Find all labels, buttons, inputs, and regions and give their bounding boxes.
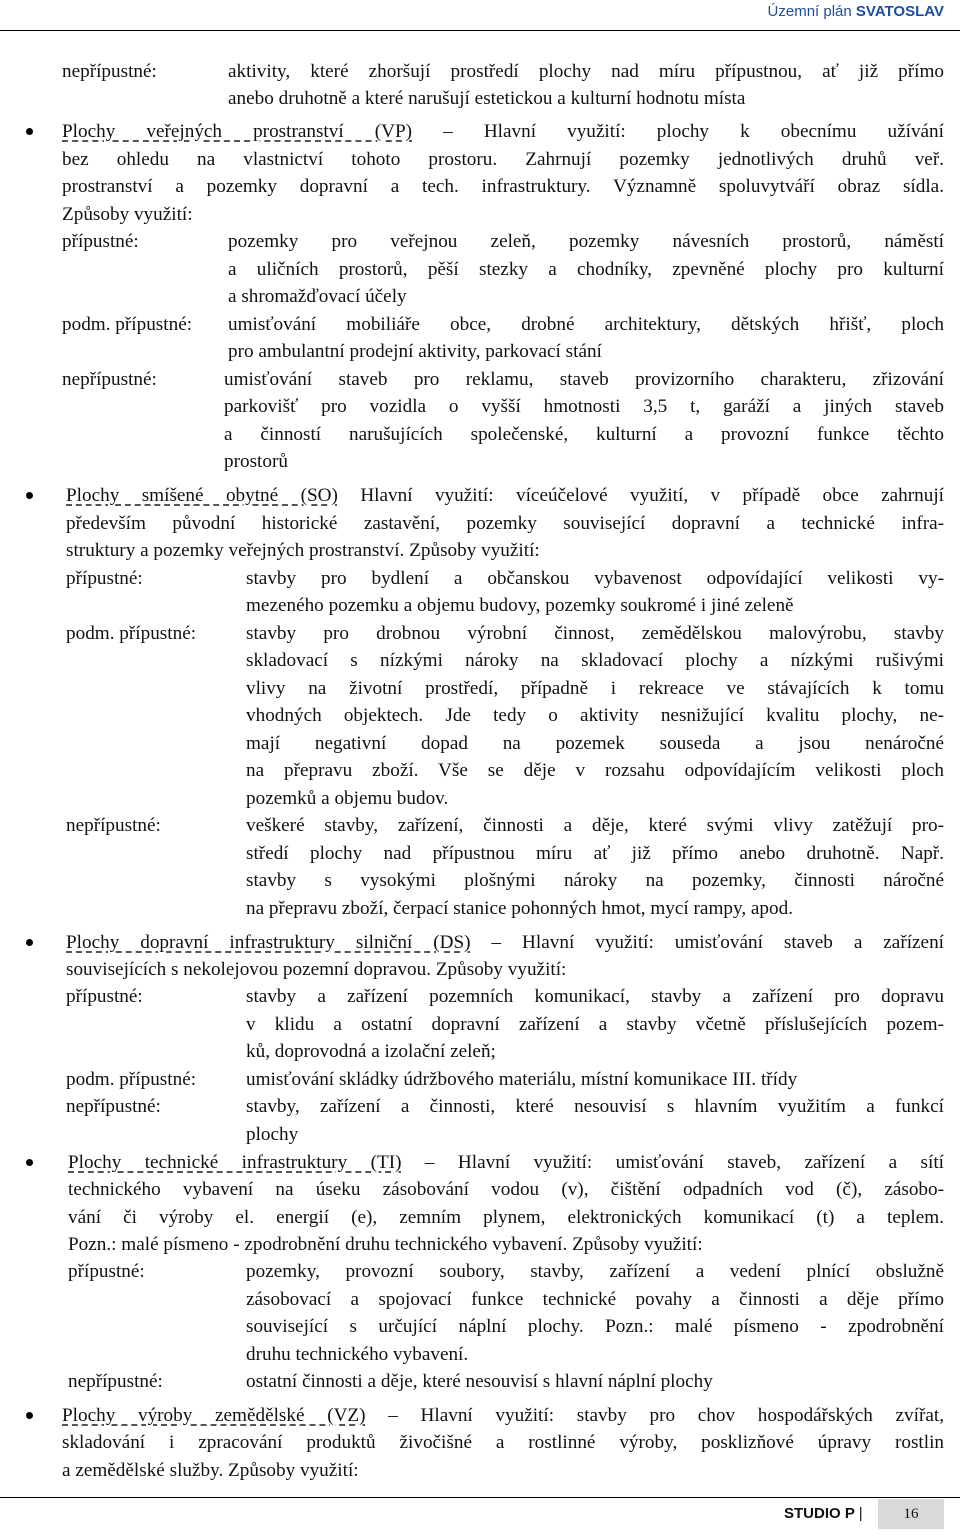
section-vz-heading: Plochy výroby zemědělské (VZ) – Hlavní využití: stavby pro chov hospodářských zvířat, — [62, 1405, 944, 1426]
text-line: stavby s vysokými plošnými nároky na pozemky, činnosti náročné — [246, 870, 944, 891]
text-line: plochy — [246, 1124, 299, 1145]
text-line: Pozn.: malé písmeno - zpodrobnění druhu technického vybavení. Způsoby využití: — [68, 1234, 703, 1255]
text-line: souvisejících s nekolejovou pozemní dopravou. Způsoby využití: — [66, 959, 567, 980]
text-line: stavby pro drobnou výrobní činnost, zemědělskou malovýrobu, stavby — [246, 623, 944, 644]
text-line: ků, doprovodná a izolační zeleň; — [246, 1041, 496, 1062]
section-so-heading: Plochy smíšené obytné (SO) Hlavní využití: víceúčelové využití, v případě obce zahrnují — [66, 485, 944, 506]
header-prefix: Územní plán — [767, 3, 852, 20]
text-line: mají negativní dopad na pozemek souseda a jsou nenáročné — [246, 733, 944, 754]
footer-studio: STUDIO P | — [784, 1505, 863, 1522]
bullet-icon — [26, 1159, 33, 1166]
text-line: umisťování staveb pro reklamu, staveb provizorního charakteru, zřizování — [224, 369, 944, 390]
label-podm-pripustne: podm. přípustné: — [66, 1069, 197, 1090]
text-line: aktivity, které zhoršují prostředí plochy nad míru přípustnou, ať již přímo — [228, 61, 944, 82]
text-line: technického vybavení na úseku zásobování vodou (v), čištění odpadních vod (č), zásobo- — [68, 1179, 944, 1200]
text-line: a činností narušujících společenské, kulturní a provozní funkce těchto — [224, 424, 944, 445]
section-vp-heading: Plochy veřejných prostranství (VP) – Hlavní využití: plochy k obecnímu užívání — [62, 121, 944, 142]
label-pripustne: přípustné: — [66, 986, 143, 1007]
text-line: pozemky, provozní soubory, stavby, zařízení a vedení plnící obslužně — [246, 1261, 944, 1282]
running-header — [768, 3, 944, 20]
section-title: Plochy veřejných prostranství (VP) — [62, 121, 413, 142]
text-line: stavby pro bydlení a občanskou vybavenost odpovídající velikosti vy- — [246, 568, 944, 589]
text-line: stavby, zařízení a činnosti, které nesouvisí s hlavním využitím a funkcí — [246, 1096, 944, 1117]
text-line: ostatní činnosti a děje, které nesouvisí s hlavní náplní plochy — [246, 1371, 713, 1392]
text-line: prostorů — [224, 451, 288, 472]
label-nepripustne: nepřípustné: — [62, 369, 157, 390]
section-ti-heading: Plochy technické infrastruktury (TI) – Hlavní využití: umisťování staveb, zařízení a sítí — [68, 1152, 944, 1173]
bullet-icon — [26, 492, 33, 499]
header-rule — [0, 30, 960, 31]
section-title: Plochy dopravní infrastruktury silniční (DS) — [66, 932, 471, 953]
section-title: Plochy výroby zemědělské (VZ) — [62, 1405, 366, 1426]
section-ds-heading: Plochy dopravní infrastruktury silniční (DS) – Hlavní využití: umisťování staveb a zařízení — [66, 932, 944, 953]
text-line: středí plochy nad přípustnou míru ať již přímo anebo druhotně. Např. — [246, 843, 944, 864]
text-line: na přepravu zboží, čerpací stanice pohonných hmot, mycí rampy, apod. — [246, 898, 794, 919]
text-line: a zemědělské služby. Způsoby využití: — [62, 1460, 359, 1481]
text-line: na přepravu zboží. Vše se děje v rozsahu odpovídajícím velikosti ploch — [246, 760, 944, 781]
text-line: umisťování mobiliáře obce, drobné architektury, dětských hřišť, ploch — [228, 314, 944, 335]
text-line: především původní historické zastavění, pozemky související dopravní a technické infra- — [66, 513, 944, 534]
footer-rule — [0, 1497, 960, 1498]
text-line: pozemků a objemu budov. — [246, 788, 449, 809]
text-line: parkovišť pro vozidla o vyšší hmotnosti 3,5 t, garáží a jiných staveb — [224, 396, 944, 417]
page-number: 16 — [878, 1499, 944, 1529]
label-pripustne: přípustné: — [68, 1261, 145, 1282]
text-line: pro ambulantní prodejní aktivity, parkovací stání — [228, 341, 602, 362]
text-line: struktury a pozemky veřejných prostranství. Způsoby využití: — [66, 540, 540, 561]
text-line: a shromažďovací účely — [228, 286, 407, 307]
label-nepripustne: nepřípustné: — [66, 1096, 161, 1117]
text-line: stavby a zařízení pozemních komunikací, stavby a zařízení pro dopravu — [246, 986, 944, 1007]
label-podm-pripustne: podm. přípustné: — [66, 623, 197, 644]
text-line: pozemky pro veřejnou zeleň, pozemky návesních prostorů, náměstí — [228, 231, 944, 252]
bullet-icon — [26, 939, 33, 946]
bullet-icon — [26, 1412, 33, 1419]
text-line: skladování i zpracování produktů živočišné a rostlinné výroby, posklizňové úpravy rostlin — [62, 1432, 944, 1453]
text-line: mezeného pozemku a objemu budovy, pozemky soukromé i jiné zeleně — [246, 595, 794, 616]
label-pripustne: přípustné: — [62, 231, 139, 252]
label-pripustne: přípustné: — [66, 568, 143, 589]
text-line: veškeré stavby, zařízení, činnosti a děje, které svými vlivy zatěžují pro- — [246, 815, 944, 836]
text-line: v klidu a ostatní dopravní zařízení a stavby včetně příslušejících pozem- — [246, 1014, 944, 1035]
text-line: skladovací s nízkými nároky na skladovací plochy a nízkými rušivými — [246, 650, 944, 671]
section-title: Plochy technické infrastruktury (TI) — [68, 1152, 402, 1173]
text-line: vání či výroby el. energií (e), zemním plynem, elektronických komunikací (t) a teplem. — [68, 1207, 944, 1228]
label-nepripustne: nepřípustné: — [62, 61, 157, 82]
label-nepripustne: nepřípustné: — [66, 815, 161, 836]
text-line: bez ohledu na vlastnictví tohoto prostoru. Zahrnují pozemky jednotlivých druhů veř. — [62, 149, 944, 170]
text-line: a uličních prostorů, pěší stezky a chodníky, zpevněné plochy pro kulturní — [228, 259, 944, 280]
text-line: anebo druhotně a které narušují estetickou a kulturní hodnotu místa — [228, 88, 746, 109]
text-line: druhu technického vybavení. — [246, 1344, 469, 1365]
label-nepripustne: nepřípustné: — [68, 1371, 163, 1392]
text-line: zásobovací a spojovací funkce technické povahy a činnosti a děje přímo — [246, 1289, 944, 1310]
text-line: vhodných objektech. Jde tedy o aktivity nesnižující kvalitu plochy, ne- — [246, 705, 944, 726]
section-title: Plochy smíšené obytné (SO) — [66, 485, 338, 506]
header-name: SVATOSLAV — [855, 3, 944, 20]
text-line: umisťování skládky údržbového materiálu, místní komunikace III. třídy — [246, 1069, 798, 1090]
text-line: prostranství a pozemky dopravní a tech. infrastruktury. Významně spoluvytváří obraz sídla. — [62, 176, 944, 197]
text-line: související s určující náplní plochy. Pozn.: malé písmeno - zpodrobnění — [246, 1316, 944, 1337]
text-line: Způsoby využití: — [62, 204, 193, 225]
text-line: vlivy na životní prostředí, případně i rekreace ve stávajících k tomu — [246, 678, 944, 699]
bullet-icon — [26, 128, 33, 135]
label-podm-pripustne: podm. přípustné: — [62, 314, 193, 335]
